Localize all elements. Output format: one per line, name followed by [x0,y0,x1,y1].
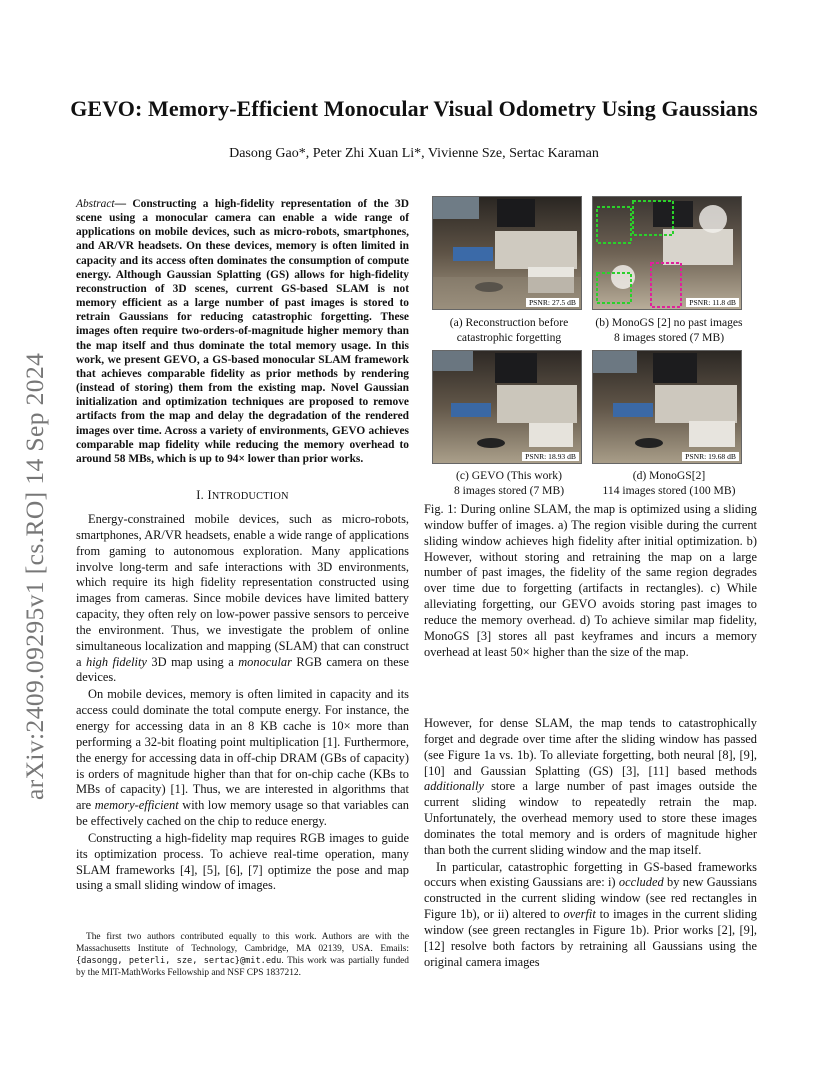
section-title-initial: I [207,488,212,502]
figure-panel-d [592,350,742,464]
author-emails: {dasongg, peterli, sze, sertac}@mit.edu [76,955,282,966]
section-heading-introduction [76,488,409,503]
paragraph: On mobile devices, memory is often limited in capacity and its access could dominate the total compute energy. For instance, the energy for accessing data in an 8 KB cache is 10× more than performing a 32-bit floating point multiplication [1]. Furthermore, the energy for accessing data in off-chip DRAM (GBs of capacity) is orders of magnitude higher than that for on-chip cache (KBs to MBs of capacity) [1]. Thus, we are interested in algorithms that are memory-efficient with low memory usage so that variables can be effectively cached on the chip to reduce energy. [76,687,409,829]
figure-caption: Fig. 1: During online SLAM, the map is optimized using a sliding window buffer of images. a) The region visible during the current sliding window achieves high fidelity after initial optimization. b) However, without storing and retraining the map on a large number of past images, the fidelity of the same region degrades over time due to forgetting (artifacts in rectangles). c) While alleviating forgetting, our GEVO avoids storing past images to reduce the memory overhead. d) To achieve similar map fidelity, MonoGS [3] stores all past keyframes and incurs a memory overhead at least 50× higher than the size of the map. [424,502,757,659]
subcaption-d: (d) MonoGS[2] 114 images stored (100 MB) [602,469,736,497]
author-list: Dasong Gao*, Peter Zhi Xuan Li*, Vivienne Sze, Sertac Karaman [229,146,599,161]
section-title-rest: NTRODUCTION [211,491,289,502]
paragraph: Energy-constrained mobile devices, such as micro-robots, smartphones, AR/VR headsets, enable a wide range of applications from gaming to autonomous exploration. Many applications involve long-term and safe interactions with 3D environments, which require its high fidelity representation constructed using images from cameras. Since mobile devices have limited battery capacity, they often rely on low-power passive sensors to perceive the environment. Thus, we investigate the problem of online simultaneous localization and mapping (SLAM) that can construct a high fidelity 3D map using a monocular RGB camera on these devices. [76,512,409,685]
footnote: The first two authors contributed equally to this work. Authors are with the Massachusetts Institute of Technology, Cambridge, MA 02139, USA. Emails: {dasongg, peterli, sze, sertac}@mit.edu. This work was partially funded by the MIT-MathWorks Fellowship and NSF CPS 1837212. [76,932,409,978]
scene-image-b [593,197,741,309]
paragraph: However, for dense SLAM, the map tends to catastrophically forget and degrade over time after the sliding window has passed (see Figure 1a vs. 1b). To alleviate forgetting, both neural [8], [9], [10] and Gaussian Splatting (GS) [3], [11] based methods additionally store a large number of past images outside the current sliding window to repeatedly retrain the map. Unfortunately, the overhead memory used to store these images dominates the total memory and is orders of magnitude higher than both the current sliding window and the map itself. [424,716,757,857]
scene-image-a [433,197,581,309]
paragraph: In particular, catastrophic forgetting in GS-based frameworks occurs when existing Gaussians are: i) occluded by new Gaussians constructed in the current sliding window (see red rectangles in Figure 1b), or ii) altered to overfit to images in the current sliding window (see green rectangles in Figure 1b). Prior works [2], [9], [12] resolve both factors by retraining all Gaussians using the original camera images [424,859,757,969]
intro-left-column [76,512,409,894]
figure-panel-a [432,196,582,310]
scene-image-c [433,351,581,463]
figure-panel-c [432,350,582,464]
abstract [76,197,409,466]
abstract-text: Constructing a high-fidelity representation of the 3D scene using a monocular camera can enable a wide range of applications on mobile devices, such as micro-robots, smartphones, and AR/VR headsets. On these devices, memory is often limited in capacity and its access often dominates the consumption of compute energy. Although Gaussian Splatting (GS) allows for high-fidelity reconstruction of 3D scenes, current GS-based SLAM is not memory efficient as a large number of past images is stored to retrain Gaussians for reducing catastrophic forgetting. These images often require two-orders-of-magnitude higher memory than the map itself and thus dominate the total memory usage. In this work, we present GEVO, a GS-based monocular SLAM framework that achieves comparable fidelity as prior methods by rendering (instead of storing) them from the existing map. Novel Gaussian initialization and optimization techniques are proposed to remove artifacts from the map and delay the degradation of the rendered images over time. Across a variety of environments, GEVO achieves comparable map fidelity while reducing the memory overhead to around 58 MBs, which is up to 94× lower than prior works. [76,198,409,465]
psnr-label: PSNR: 11.8 dB [686,298,739,307]
paragraph: Constructing a high-fidelity map requires RGB images to guide its optimization process. To achieve real-time operation, many SLAM frameworks [4], [5], [6], [7] optimize the pose and map using a small sliding window of images. [76,830,409,893]
subcaption-a: (a) Reconstruction before catastrophic forgetting [449,316,569,344]
subcaption-c: (c) GEVO (This work) 8 images stored (7 MB) [453,469,565,497]
psnr-label: PSNR: 19.68 dB [682,452,739,461]
abstract-dash: — [114,198,133,210]
subcaption-b: (b) MonoGS [2] no past images 8 images stored (7 MB) [595,316,743,344]
section-number: I. [196,488,208,502]
arxiv-watermark: arXiv:2409.09295v1 [cs.RO] 14 Sep 2024 [20,352,49,800]
psnr-label: PSNR: 27.5 dB [526,298,579,307]
paper-title: GEVO: Memory-Efficient Monocular Visual Odometry Using Gaussians [70,96,758,121]
abstract-lead: Abstract [76,198,115,210]
scene-image-d [593,351,741,463]
intro-right-column [424,716,757,971]
figure-panel-b [592,196,742,310]
psnr-label: PSNR: 18.93 dB [522,452,579,461]
